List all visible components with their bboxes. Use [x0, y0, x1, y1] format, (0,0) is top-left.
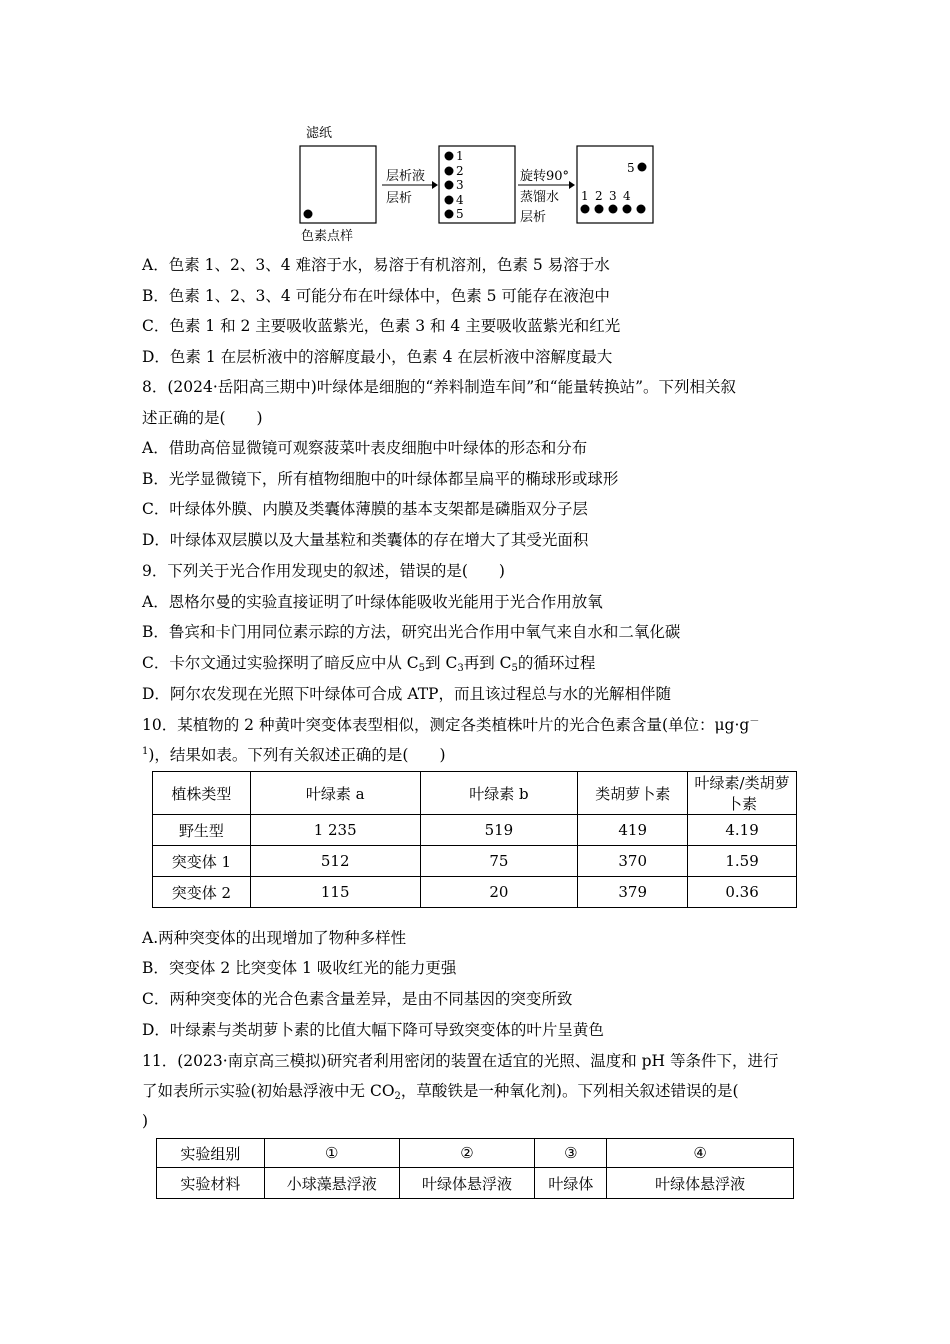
q11-cell: 叶绿体	[535, 1168, 607, 1199]
bottom-spot-3	[609, 205, 618, 214]
table-row	[153, 815, 797, 846]
q9-c-mid2: 再到 C	[463, 654, 512, 672]
sample-spot	[304, 210, 313, 219]
q11-cell: ④	[607, 1139, 794, 1168]
top-right-label: 5	[627, 161, 635, 175]
q9-option-b: B．鲁宾和卡门用同位素示踪的方法，研究出光合作用中氧气来自水和二氧化碳	[142, 623, 681, 641]
q8-option-c: C．叶绿体外膜、内膜及类囊体薄膜的基本支架都是磷脂双分子层	[142, 500, 588, 518]
q11-cell: 小球藻悬浮液	[264, 1168, 399, 1199]
q10-stem-line1	[142, 715, 759, 735]
q10-option-c: C．两种突变体的光合色素含量差异，是由不同基因的突变所致	[142, 990, 573, 1008]
bottom-spot-1	[581, 205, 590, 214]
q11-stem-line2	[142, 1081, 739, 1101]
q9-c-sub1: 5	[418, 663, 426, 674]
q10-stem-line2	[142, 745, 446, 765]
q10-cell: 20	[420, 877, 578, 908]
q10-line2-text: )，结果如表。下列有关叙述正确的是( )	[148, 746, 446, 764]
q9-c-mid1: 到 C	[425, 654, 458, 672]
q10-option-d: D．叶绿素与类胡萝卜素的比值大幅下降可导致突变体的叶片呈黄色	[142, 1021, 604, 1039]
q10-th-ratio: 叶绿素/类胡萝卜素	[688, 772, 797, 815]
q10-th-type: 植株类型	[153, 772, 251, 815]
q11-cell: 实验材料	[157, 1168, 265, 1199]
q10-cell: 0.36	[688, 877, 797, 908]
q10-cell: 1.59	[688, 846, 797, 877]
q10-cell: 419	[578, 815, 688, 846]
spot-4	[445, 196, 454, 205]
q8-stem-line1: 8．(2024·岳阳高三期中)叶绿体是细胞的“养料制造车间”和“能量转换站”。下列相关叙	[142, 378, 737, 396]
q11-cell: ②	[399, 1139, 535, 1168]
q9-c-sub2: 3	[457, 663, 464, 674]
q10-line1-sup: －	[749, 716, 760, 727]
label-filter-paper: 滤纸	[306, 126, 333, 141]
q10-table	[152, 771, 797, 908]
q10-cell: 4.19	[688, 815, 797, 846]
bottom-spot-5	[637, 205, 646, 214]
q7-option-b: B．色素 1、2、3、4 可能分布在叶绿体中，色素 5 可能存在液泡中	[142, 287, 610, 305]
q10-cell: 突变体 2	[153, 877, 251, 908]
chromatography-figure	[296, 122, 656, 246]
arrow1-top-label: 层析液	[386, 169, 426, 184]
q11-line2-post: ，草酸铁是一种氧化剂)。下列相关叙述错误的是(	[400, 1082, 739, 1100]
q11-cell: 实验组别	[157, 1139, 265, 1168]
bottom-spot-4	[623, 205, 632, 214]
q10-cell: 379	[578, 877, 688, 908]
q8-option-d: D．叶绿体双层膜以及大量基粒和类囊体的存在增大了其受光面积	[142, 531, 589, 549]
q11-table	[156, 1138, 794, 1199]
spot-label-3: 3	[456, 178, 464, 192]
spot-5	[445, 210, 454, 219]
q7-option-d: D．色素 1 在层析液中的溶解度最小，色素 4 在层析液中溶解度最大	[142, 348, 613, 366]
q10-th-carotenoid: 类胡萝卜素	[578, 772, 688, 815]
q8-stem-line2: 述正确的是( )	[142, 409, 263, 427]
q10-option-a: A.两种突变体的出现增加了物种多样性	[142, 929, 407, 947]
q10-line1-text: 10．某植物的 2 种黄叶突变体表型相似，测定各类植株叶片的光合色素含量(单位：μg·g	[142, 716, 750, 734]
q11-cell: 叶绿体悬浮液	[399, 1168, 535, 1199]
spot-label-5: 5	[456, 207, 464, 221]
q9-c-sub3: 5	[511, 663, 518, 674]
q10-cell: 115	[250, 877, 420, 908]
spot-label-1: 1	[456, 149, 464, 163]
q10-cell: 519	[420, 815, 578, 846]
q10-cell: 突变体 1	[153, 846, 251, 877]
q9-option-a: A．恩格尔曼的实验直接证明了叶绿体能吸收光能用于光合作用放氧	[142, 593, 603, 611]
spot-3	[445, 181, 454, 190]
q11-line2-sub: 2	[394, 1091, 401, 1102]
arrow2-mid-label: 蒸馏水	[520, 190, 560, 205]
q10-th-chla: 叶绿素 a	[250, 772, 420, 815]
q11-stem-line3: )	[142, 1112, 149, 1130]
table-row	[157, 1168, 794, 1199]
spot-label-2: 2	[456, 164, 464, 178]
q7-option-a: A．色素 1、2、3、4 难溶于水，易溶于有机溶剂，色素 5 易溶于水	[142, 256, 610, 274]
q10-cell: 512	[250, 846, 420, 877]
q10-cell: 370	[578, 846, 688, 877]
spot-label-4: 4	[456, 193, 464, 207]
q11-cell: ①	[264, 1139, 399, 1168]
q9-c-pre: C．卡尔文通过实验探明了暗反应中从 C	[142, 654, 419, 672]
q11-cell: ③	[535, 1139, 607, 1168]
arrow1-bottom-label: 层析	[386, 191, 413, 206]
bottom-label-1: 1	[581, 189, 589, 203]
spot-top-right	[638, 163, 647, 172]
q9-option-c	[142, 653, 595, 673]
q10-cell: 75	[420, 846, 578, 877]
q11-stem-line1: 11．(2023·南京高三模拟)研究者利用密闭的装置在适宜的光照、温度和 pH 等条件下，进行	[142, 1052, 779, 1070]
q8-option-a: A．借助高倍显微镜可观察菠菜叶表皮细胞中叶绿体的形态和分布	[142, 439, 588, 457]
q9-option-d: D．阿尔农发现在光照下叶绿体可合成 ATP，而且该过程总与水的光解相伴随	[142, 685, 671, 703]
bottom-label-2: 2	[595, 189, 603, 203]
q9-c-post: 的循环过程	[517, 654, 596, 672]
q11-cell: 叶绿体悬浮液	[607, 1168, 794, 1199]
q11-line2-pre: 了如表所示实验(初始悬浮液中无 CO	[142, 1082, 395, 1100]
arrow1-head	[432, 181, 438, 189]
q7-option-c: C．色素 1 和 2 主要吸收蓝紫光，色素 3 和 4 主要吸收蓝紫光和红光	[142, 317, 621, 335]
q9-stem: 9．下列关于光合作用发现史的叙述，错误的是( )	[142, 562, 505, 580]
spot-1	[445, 152, 454, 161]
arrow2-bottom-label: 层析	[520, 210, 547, 225]
label-sample-spot: 色素点样	[301, 229, 354, 244]
q10-cell: 野生型	[153, 815, 251, 846]
table-row	[153, 846, 797, 877]
table-row	[153, 877, 797, 908]
bottom-label-4: 4	[623, 189, 631, 203]
q10-table-header	[153, 772, 797, 815]
arrow2-top-label: 旋转90°	[520, 169, 570, 184]
bottom-label-3: 3	[609, 189, 617, 203]
q10-line2-sup: 1	[142, 746, 149, 757]
arrow2-head	[569, 181, 575, 189]
spot-2	[445, 167, 454, 176]
q10-th-chlb: 叶绿素 b	[420, 772, 578, 815]
table-row	[157, 1139, 794, 1168]
bottom-spot-2	[595, 205, 604, 214]
q10-cell: 1 235	[250, 815, 420, 846]
q10-option-b: B．突变体 2 比突变体 1 吸收红光的能力更强	[142, 959, 457, 977]
q8-option-b: B．光学显微镜下，所有植物细胞中的叶绿体都呈扁平的椭球形或球形	[142, 470, 619, 488]
